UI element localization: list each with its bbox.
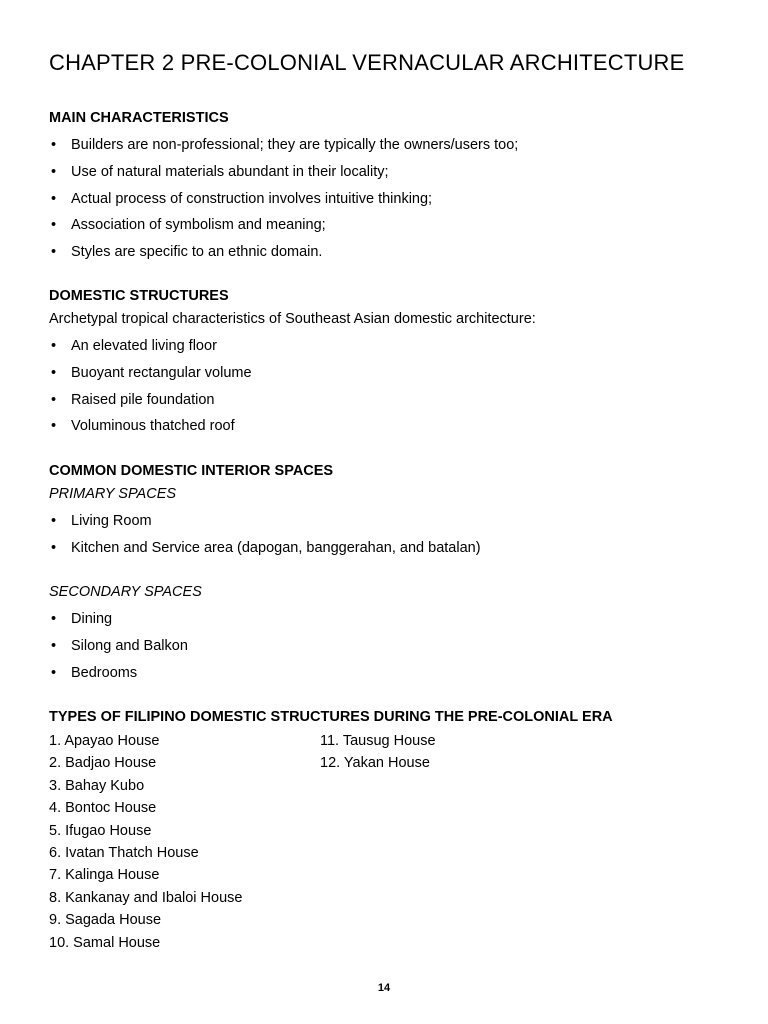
domestic-structures-list [49, 338, 252, 445]
bullet-icon: • [51, 244, 57, 261]
chapter-title: CHAPTER 2 PRE-COLONIAL VERNACULAR ARCHITECTURE [49, 50, 685, 75]
bullet-icon: • [51, 338, 57, 354]
list-item: • Bedrooms [51, 664, 138, 681]
list-item: • Silong and Balkon [51, 637, 188, 654]
bullet-icon: • [51, 391, 57, 408]
primary-spaces-label: PRIMARY SPACES [49, 486, 177, 502]
bullet-icon: • [51, 539, 57, 556]
list-item: 10. Samal House [49, 934, 161, 951]
list-item: 2. Badjao House [49, 755, 157, 772]
list-item: • Dining [51, 611, 113, 627]
list-item: 11. Tausug House [320, 733, 436, 749]
types-list-column-2 [320, 733, 436, 778]
bullet-icon: • [51, 637, 57, 654]
main-characteristics-list [49, 137, 518, 271]
bullet-icon: • [51, 664, 57, 681]
list-item: 5. Ifugao House [49, 822, 152, 839]
list-item: 3. Bahay Kubo [49, 777, 145, 794]
bullet-icon: • [51, 611, 57, 627]
bullet-icon: • [51, 418, 57, 435]
list-item: • Actual process of construction involves intuitive thinking; [51, 190, 433, 207]
secondary-spaces-label: SECONDARY SPACES [49, 584, 202, 600]
list-item: 4. Bontoc House [49, 800, 157, 817]
page-number: 14 [377, 982, 391, 994]
list-item: 6. Ivatan Thatch House [49, 844, 199, 861]
list-item: • Use of natural materials abundant in their locality; [51, 163, 389, 180]
primary-spaces-list [49, 513, 481, 567]
bullet-icon: • [51, 190, 57, 207]
bullet-icon: • [51, 513, 57, 529]
bullet-icon: • [51, 364, 57, 381]
list-item: • Voluminous thatched roof [51, 418, 235, 435]
main-characteristics-heading: MAIN CHARACTERISTICS [49, 110, 229, 126]
list-item: • Raised pile foundation [51, 391, 215, 408]
bullet-icon: • [51, 137, 57, 153]
types-heading: TYPES OF FILIPINO DOMESTIC STRUCTURES DURING THE PRE-COLONIAL ERA [49, 709, 613, 725]
domestic-structures-heading: DOMESTIC STRUCTURES [49, 288, 229, 304]
list-item: 7. Kalinga House [49, 867, 160, 884]
list-item: 8. Kankanay and Ibaloi House [49, 889, 243, 906]
list-item: • An elevated living floor [51, 338, 217, 354]
secondary-spaces-list [49, 611, 188, 691]
bullet-icon: • [51, 217, 57, 234]
domestic-structures-intro: Archetypal tropical characteristics of Southeast Asian domestic architecture: [49, 311, 536, 327]
list-item: • Buoyant rectangular volume [51, 364, 252, 381]
list-item: 9. Sagada House [49, 912, 162, 929]
bullet-icon: • [51, 163, 57, 180]
list-item: • Builders are non-professional; they are typically the owners/users too; [51, 137, 519, 153]
types-list-column-1 [49, 733, 242, 957]
list-item: • Styles are specific to an ethnic domain. [51, 244, 323, 261]
list-item: 12. Yakan House [320, 755, 430, 772]
list-item: 1. Apayao House [49, 733, 160, 749]
list-item: • Association of symbolism and meaning; [51, 217, 326, 234]
list-item: • Living Room [51, 513, 152, 529]
list-item: • Kitchen and Service area (dapogan, banggerahan, and batalan) [51, 539, 481, 556]
interior-spaces-heading: COMMON DOMESTIC INTERIOR SPACES [49, 463, 334, 479]
